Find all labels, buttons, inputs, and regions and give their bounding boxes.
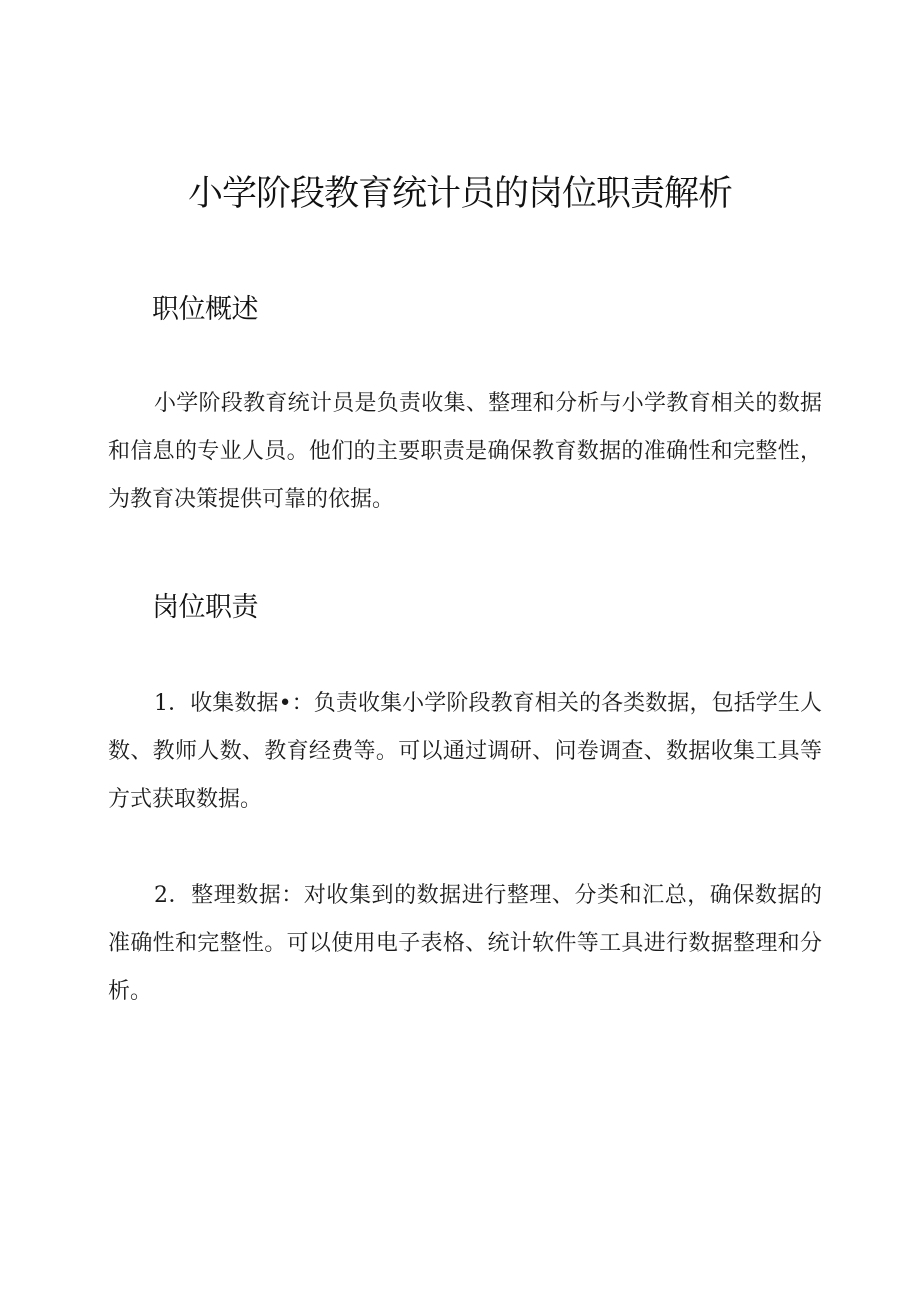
- document-title: 小学阶段教育统计员的岗位职责解析: [187, 174, 732, 214]
- overview-paragraph: 小学阶段教育统计员是负责收集、整理和分析与小学教育相关的数据和信息的专业人员。他们的主要职责是确保教育数据的准确性和完整性，为教育决策提供可靠的依据。: [108, 391, 822, 512]
- section-heading-duties: 岗位职责: [152, 592, 258, 623]
- duty-item-organize-data: 2．整理数据：对收集到的数据进行整理、分类和汇总，确保数据的准确性和完整性。可以使用电子表格、统计软件等工具进行数据整理和分析。: [108, 883, 822, 1004]
- duty-item-collect-data: 1．收集数据•：负责收集小学阶段教育相关的各类数据，包括学生人数、教师人数、教育经费等。可以通过调研、问卷调查、数据收集工具等方式获取数据。: [108, 691, 822, 812]
- section-heading-overview: 职位概述: [152, 294, 258, 325]
